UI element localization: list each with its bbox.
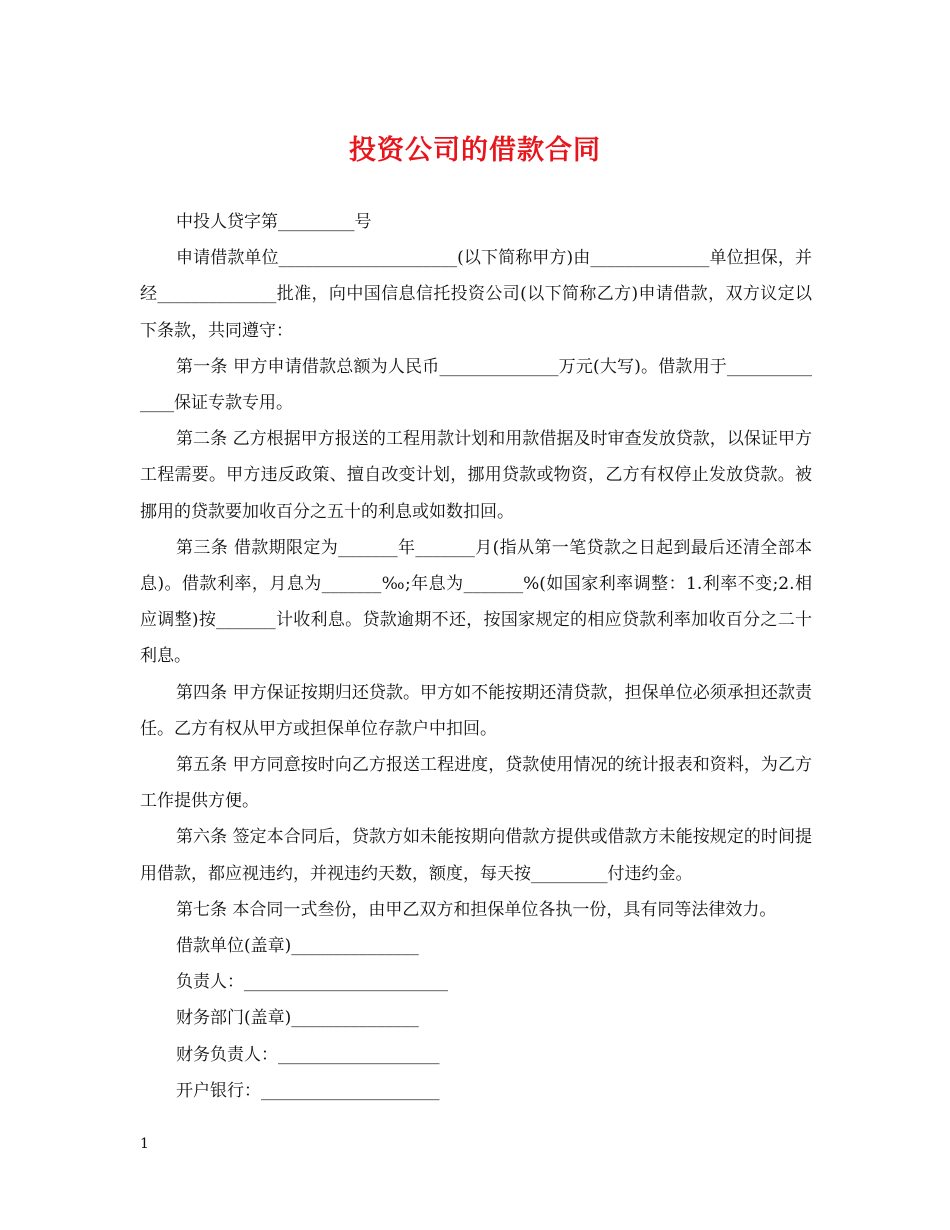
signature-borrower-seal: 借款单位(盖章)_______________ xyxy=(176,936,419,957)
contract-number-line: 中投人贷字第_________号 xyxy=(176,212,372,232)
signature-finance-dept-seal: 财务部门(盖章)_______________ xyxy=(176,1008,419,1029)
article-7: 第七条 本合同一式叁份，由甲乙双方和担保单位各执一份，具有同等法律效力。 xyxy=(176,899,777,920)
signature-bank: 开户银行：_____________________ xyxy=(176,1080,440,1101)
article-6: 第六条 签定本合同后，贷款方如未能按期向借款方提供或借款方未能按规定的时间提用借款，都应视违约，并视违约天数，额度，每天按_________付违约金。 xyxy=(140,827,812,884)
preamble-paragraph: 申请借款单位_____________________(以下简称甲方)由______________单位担保，并经______________批准，向中国信息信托投资公司(以下简称乙方)申请借款，双方议定以下条款，共同遵守： xyxy=(140,248,812,341)
document-title: 投资公司的借款合同 xyxy=(349,135,601,166)
contract-body xyxy=(140,204,812,1109)
signature-responsible-person: 负责人：________________________ xyxy=(176,972,448,993)
signature-finance-head: 财务负责人：___________________ xyxy=(176,1044,440,1065)
article-5: 第五条 甲方同意按时向乙方报送工程进度，贷款使用情况的统计报表和资料，为乙方工作提供方便。 xyxy=(140,755,812,812)
article-2: 第二条 乙方根据甲方报送的工程用款计划和用款借据及时审查发放贷款，以保证甲方工程需要。甲方违反政策、擅自改变计划，挪用贷款或物资，乙方有权停止发放贷款。被挪用的贷款要加收百分之五十的利息或如数扣回。 xyxy=(140,429,812,522)
article-1: 第一条 甲方申请借款总额为人民币______________万元(大写)。借款用于______________保证专款专用。 xyxy=(140,356,812,414)
article-4: 第四条 甲方保证按期归还贷款。甲方如不能按期还清贷款，担保单位必须承担还款责任。乙方有权从甲方或担保单位存款户中扣回。 xyxy=(140,682,812,739)
article-3: 第三条 借款期限定为_______年_______月(指从第一笔贷款之日起到最后还清全部本息)。借款利率，月息为_______‰;年息为_______%(如国家利率调整：1.利率不变;2.相应调整)按_______计收利息。贷款逾期不还，按国家规定的相应贷款利率加收百分之二十利息。 xyxy=(140,537,812,667)
page-number: 1 xyxy=(140,1136,149,1152)
